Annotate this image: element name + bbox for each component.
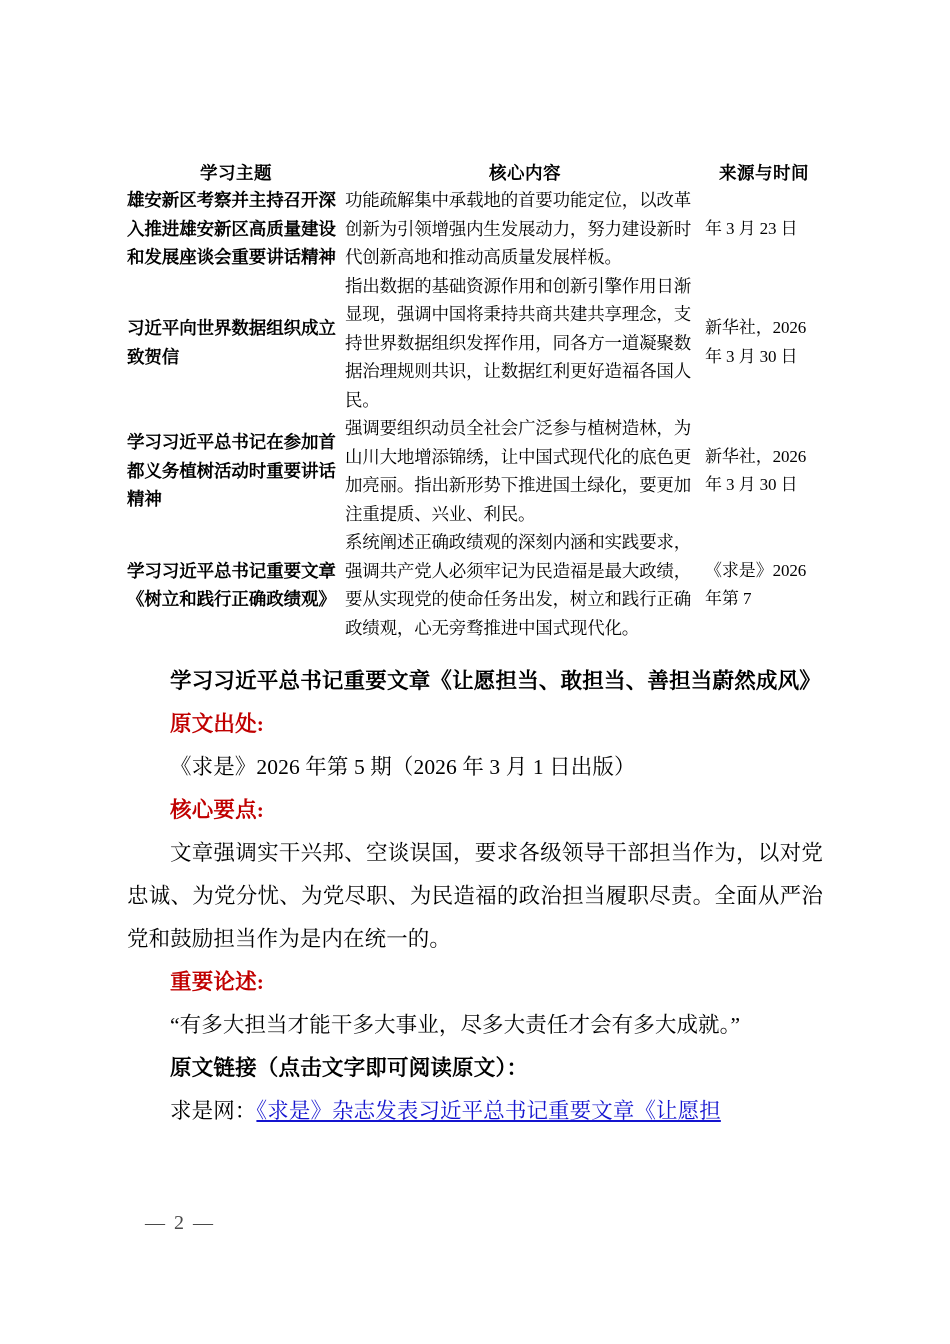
cell-topic: 雄安新区考察并主持召开深入推进雄安新区高质量建设和发展座谈会重要讲话精神 [127,186,345,272]
table-row [127,272,823,415]
table-row [127,186,823,272]
heading-original-link: 原文链接（点击文字即可阅读原文）： [170,1056,529,1080]
heading-discussion: 重要论述: [170,970,265,994]
cell-core: 系统阐述正确政绩观的深刻内涵和实践要求，强调共产党人必须牢记为民造福是最大政绩，要从实现党的使命任务出发，树立和践行正确政绩观，心无旁骛推进中国式现代化。 [345,528,705,642]
table-row [127,528,823,642]
cell-source: 新华社，2026 年 3 月 30 日 [705,272,823,415]
cell-core: 强调要组织动员全社会广泛参与植树造林，为山川大地增添锦绣，让中国式现代化的底色更加亮丽。指出新形势下推进国土绿化，要更加注重提质、兴业、利民。 [345,414,705,528]
cell-source: 年 3 月 23 日 [705,186,823,272]
column-header-source: 来源与时间 [705,160,823,186]
original-article-link[interactable]: 《求是》杂志发表习近平总书记重要文章《让愿担 [256,1099,721,1123]
study-topics-table [127,160,823,642]
cell-source: 《求是》2026 年第 7 [705,528,823,642]
column-header-core: 核心内容 [345,160,705,186]
heading-key-points: 核心要点: [170,798,265,822]
table-header [127,160,823,186]
table-body [127,186,823,642]
link-source-label: 求是网： [170,1099,257,1123]
article-discussion-text: “有多大担当才能干多大事业，尽多大责任才会有多大成就。” [170,1013,741,1037]
cell-core: 指出数据的基础资源作用和创新引擎作用日渐显现，强调中国将秉持共商共建共享理念，支持世界数据组织发挥作用，同各方一道凝聚数据治理规则共识，让数据红利更好造福各国人民。 [345,272,705,415]
page-number: — 2 — [145,1212,215,1234]
article-key-points-text: 文章强调实干兴邦、空谈误国，要求各级领导干部担当作为，以对党忠诚、为党分忧、为党尽职、为民造福的政治担当履职尽责。全面从严治党和鼓励担当作为是内在统一的。 [127,841,823,951]
table-header-row [127,160,823,186]
heading-source: 原文出处: [170,712,265,736]
cell-source: 新华社，2026 年 3 月 30 日 [705,414,823,528]
original-link-line [127,1090,823,1133]
page-footer [127,1212,823,1235]
cell-core: 功能疏解集中承载地的首要功能定位，以改革创新为引领增强内生发展动力，努力建设新时代创新高地和推动高质量发展样板。 [345,186,705,272]
page-content [127,160,823,1133]
cell-topic: 学习习近平总书记重要文章《树立和践行正确政绩观》 [127,528,345,642]
cell-topic: 习近平向世界数据组织成立致贺信 [127,272,345,415]
table-row [127,414,823,528]
cell-topic: 学习习近平总书记在参加首都义务植树活动时重要讲话精神 [127,414,345,528]
column-header-topic: 学习主题 [127,160,345,186]
article-title: 学习习近平总书记重要文章《让愿担当、敢担当、善担当蔚然成风》 [170,669,822,693]
article-source-text: 《求是》2026 年第 5 期（2026 年 3 月 1 日出版） [170,755,636,779]
